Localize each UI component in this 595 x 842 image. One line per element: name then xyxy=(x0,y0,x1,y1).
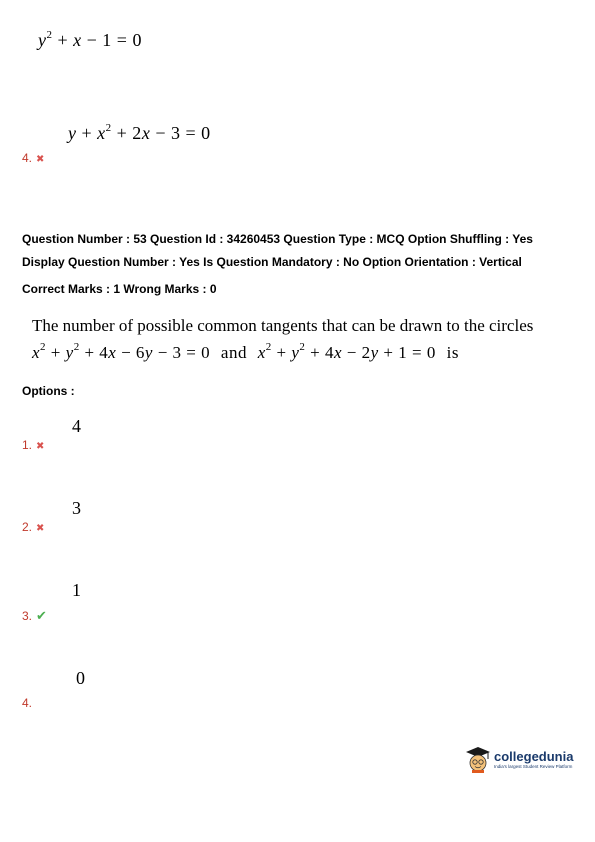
option-3-value: 1 xyxy=(72,580,82,600)
equation-tail: is xyxy=(446,343,459,362)
graduate-mascot-icon xyxy=(465,745,491,773)
prev-option-3-equation: $y^2 + x - 1 = 0$ xyxy=(38,29,142,50)
option-4-value: 0 xyxy=(76,668,86,688)
option-3 xyxy=(22,608,47,624)
cross-icon: ✖ xyxy=(36,154,45,165)
option-1-value: 4 xyxy=(72,416,82,436)
logo-tagline: India's largest Student Review Platform xyxy=(494,764,573,769)
option-1 xyxy=(22,438,44,452)
option-1-number: 1. xyxy=(22,438,33,452)
option-4-number: 4. xyxy=(22,696,33,710)
question-equations xyxy=(32,343,459,363)
question-meta xyxy=(22,228,582,301)
prev-option-4-equation: $y + x^2 + 2x - 3 = 0$ xyxy=(68,122,211,143)
meta-line-2: Display Question Number : Yes Is Question Mandatory : No Option Orientation : Vertical xyxy=(22,255,522,269)
options-label: Options : xyxy=(22,384,75,398)
circle-1-equation: $x^2 + y^2 + 4x - 6y - 3 = 0$ xyxy=(32,341,211,362)
cross-icon: ✖ xyxy=(36,441,45,452)
prev-option-4-number: 4. xyxy=(22,151,33,165)
meta-line-1: Question Number : 53 Question Id : 34260453 Question Type : MCQ Option Shuffling : Yes xyxy=(22,232,533,246)
option-4 xyxy=(22,696,32,710)
cross-icon: ✖ xyxy=(36,523,45,534)
option-2-value: 3 xyxy=(72,498,82,518)
equation-joiner: and xyxy=(220,343,247,362)
prev-option-4 xyxy=(22,151,44,165)
option-3-number: 3. xyxy=(22,609,33,623)
question-text: The number of possible common tangents that can be drawn to the circles xyxy=(32,316,534,335)
check-icon: ✔ xyxy=(36,608,47,623)
collegedunia-logo xyxy=(465,745,573,773)
option-2 xyxy=(22,520,44,534)
logo-brand: collegedunia xyxy=(494,749,574,764)
circle-2-equation: $x^2 + y^2 + 4x - 2y + 1 = 0$ xyxy=(257,341,436,362)
meta-line-3: Correct Marks : 1 Wrong Marks : 0 xyxy=(22,282,217,296)
option-2-number: 2. xyxy=(22,520,33,534)
